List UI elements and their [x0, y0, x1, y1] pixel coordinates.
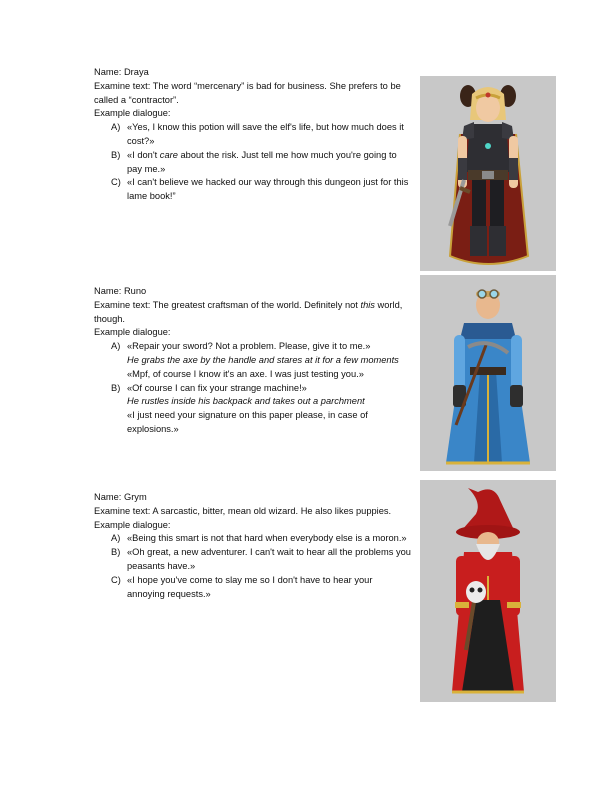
option-marker: B) — [111, 149, 121, 160]
dialogue-action: He rustles inside his backpack and takes out a parchment — [127, 396, 365, 407]
dialogue-line: «Being this smart is not that hard when everybody else is a moron.» — [127, 533, 407, 544]
option-marker: A) — [111, 533, 121, 544]
dialogue-line: «Repair your sword? Not a problem. Please, give it to me.» — [127, 341, 371, 352]
dialogue-line: «I don't care about the risk. Just tell me how much you're going to pay me.» — [127, 149, 397, 174]
wizard-icon — [420, 480, 556, 702]
option-marker: C) — [111, 574, 121, 585]
dialogue-label: Example dialogue: — [94, 108, 171, 119]
portrait-runo — [420, 275, 556, 471]
dialogue-option — [94, 121, 412, 149]
option-marker: B) — [111, 382, 121, 393]
craftsman-icon — [420, 275, 556, 471]
dialogue-option — [94, 382, 412, 437]
portrait-draya — [420, 76, 556, 271]
option-marker: A) — [111, 341, 121, 352]
dialogue-line: «Of course I can fix your strange machine!» — [127, 382, 307, 393]
character-name: Name: Draya — [94, 67, 149, 77]
option-marker: B) — [111, 547, 121, 558]
portrait-grym — [420, 480, 556, 702]
character-entry-runo — [94, 285, 412, 437]
option-marker: A) — [111, 122, 121, 133]
character-name: Name: Runo — [94, 286, 147, 296]
dialogue-line: «I can't believe we hacked our way through this dungeon just for this lame book!” — [127, 177, 409, 202]
dialogue-option — [94, 176, 412, 204]
dialogue-option — [94, 574, 412, 602]
examine-text: Examine text: The greatest craftsman of the world. Definitely not this world, though. — [94, 299, 403, 324]
dialogue-label: Example dialogue: — [94, 327, 171, 338]
dialogue-label: Example dialogue: — [94, 519, 171, 530]
dialogue-line: «Oh great, a new adventurer. I can't wait to hear all the problems you peasants have.» — [127, 547, 411, 571]
option-marker: C) — [111, 177, 121, 188]
dialogue-option — [94, 546, 412, 574]
character-name: Name: Grym — [94, 492, 147, 502]
character-entry-draya — [94, 66, 412, 204]
dialogue-line: «I hope you've come to slay me so I don't have to hear your annoying requests.» — [127, 574, 373, 599]
dialogue-line: «Yes, I know this potion will save the elf's life, but how much does it cost?» — [127, 122, 404, 146]
dialogue-action: He grabs the axe by the handle and stares at it for a few moments — [127, 354, 399, 365]
dialogue-line: «Mpf, of course I know it's an axe. I was just testing you.» — [127, 368, 364, 379]
examine-text: Examine text: A sarcastic, bitter, mean old wizard. He also likes puppies. — [94, 505, 392, 516]
dialogue-option — [94, 149, 412, 177]
examine-text: Examine text: The word “mercenary” is bad for business. She prefers to be called a “contractor”. — [94, 80, 401, 105]
dialogue-option — [94, 340, 412, 381]
dialogue-line: «I just need your signature on this paper please, in case of explosions.» — [127, 410, 368, 434]
warrior-woman-icon — [420, 76, 556, 271]
dialogue-option — [94, 532, 412, 546]
character-entry-grym — [94, 491, 412, 601]
